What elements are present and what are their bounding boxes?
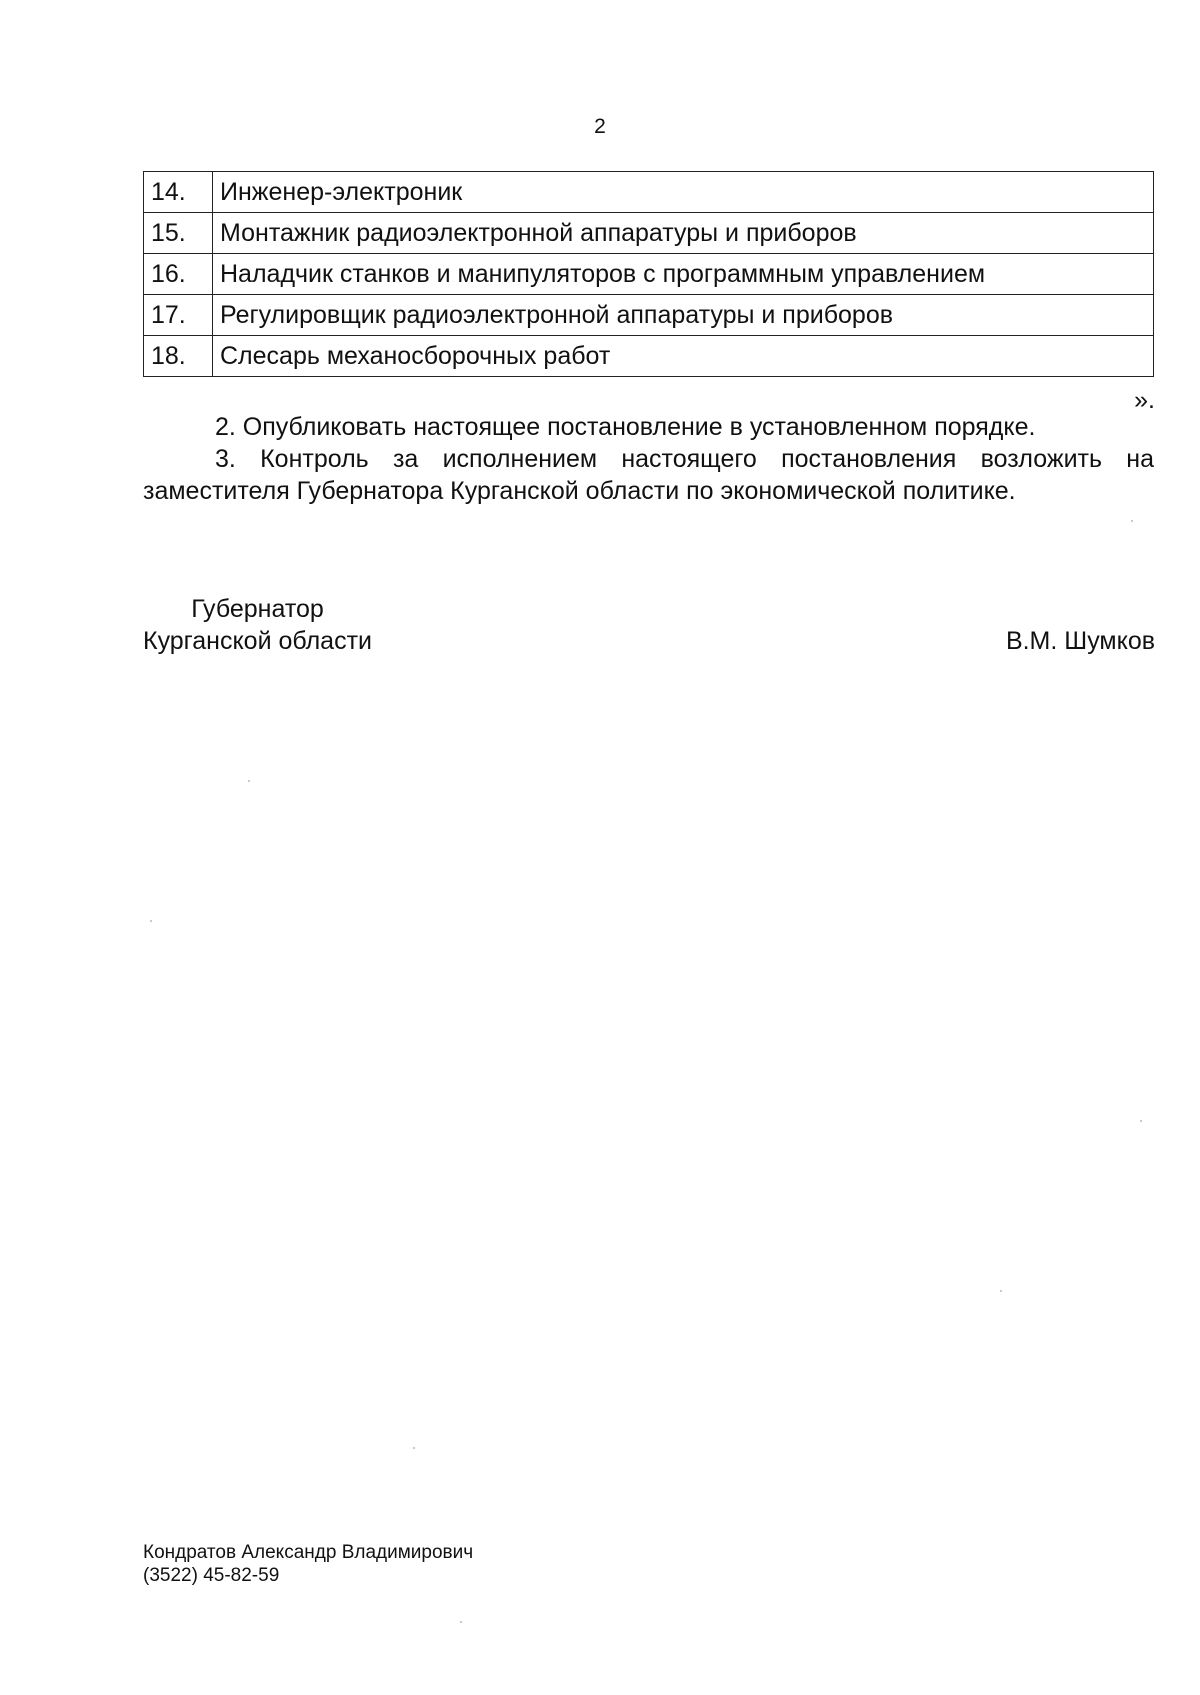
row-number: 15. xyxy=(144,213,213,254)
table-row xyxy=(144,172,1154,213)
profession-name: Слесарь механосборочных работ xyxy=(213,336,1154,377)
row-number: 18. xyxy=(144,336,213,377)
row-number: 17. xyxy=(144,295,213,336)
profession-name: Наладчик станков и манипуляторов с программным управлением xyxy=(213,254,1154,295)
resolution-item-3: 3. Контроль за исполнением настоящего постановления возложить на заместителя Губернатора Курганской области по экономической политике. xyxy=(143,445,1154,505)
contact-phone: (3522) 45-82-59 xyxy=(143,1565,280,1586)
professions-table xyxy=(143,171,1154,377)
profession-name: Инженер-электроник xyxy=(213,172,1154,213)
profession-name: Монтажник радиоэлектронной аппаратуры и приборов xyxy=(213,213,1154,254)
page-number: 2 xyxy=(594,115,606,138)
row-number: 16. xyxy=(144,254,213,295)
signatory-position-line2: Курганской области xyxy=(143,627,373,655)
row-number: 14. xyxy=(144,172,213,213)
signatory-position-line1: Губернатор xyxy=(191,595,324,623)
resolution-item-2: 2. Опубликовать настоящее постановление в установленном порядке. xyxy=(215,413,1036,441)
table-row xyxy=(144,213,1154,254)
signatory-name: В.М. Шумков xyxy=(1005,627,1155,655)
table-row xyxy=(144,254,1154,295)
profession-name: Регулировщик радиоэлектронной аппаратуры и приборов xyxy=(213,295,1154,336)
table-row xyxy=(144,295,1154,336)
contact-name: Кондратов Александр Владимирович xyxy=(143,1542,474,1563)
table-row xyxy=(144,336,1154,377)
signatory-position xyxy=(143,593,372,657)
closing-quote: ». xyxy=(1134,386,1155,414)
contact-block xyxy=(143,1541,473,1587)
